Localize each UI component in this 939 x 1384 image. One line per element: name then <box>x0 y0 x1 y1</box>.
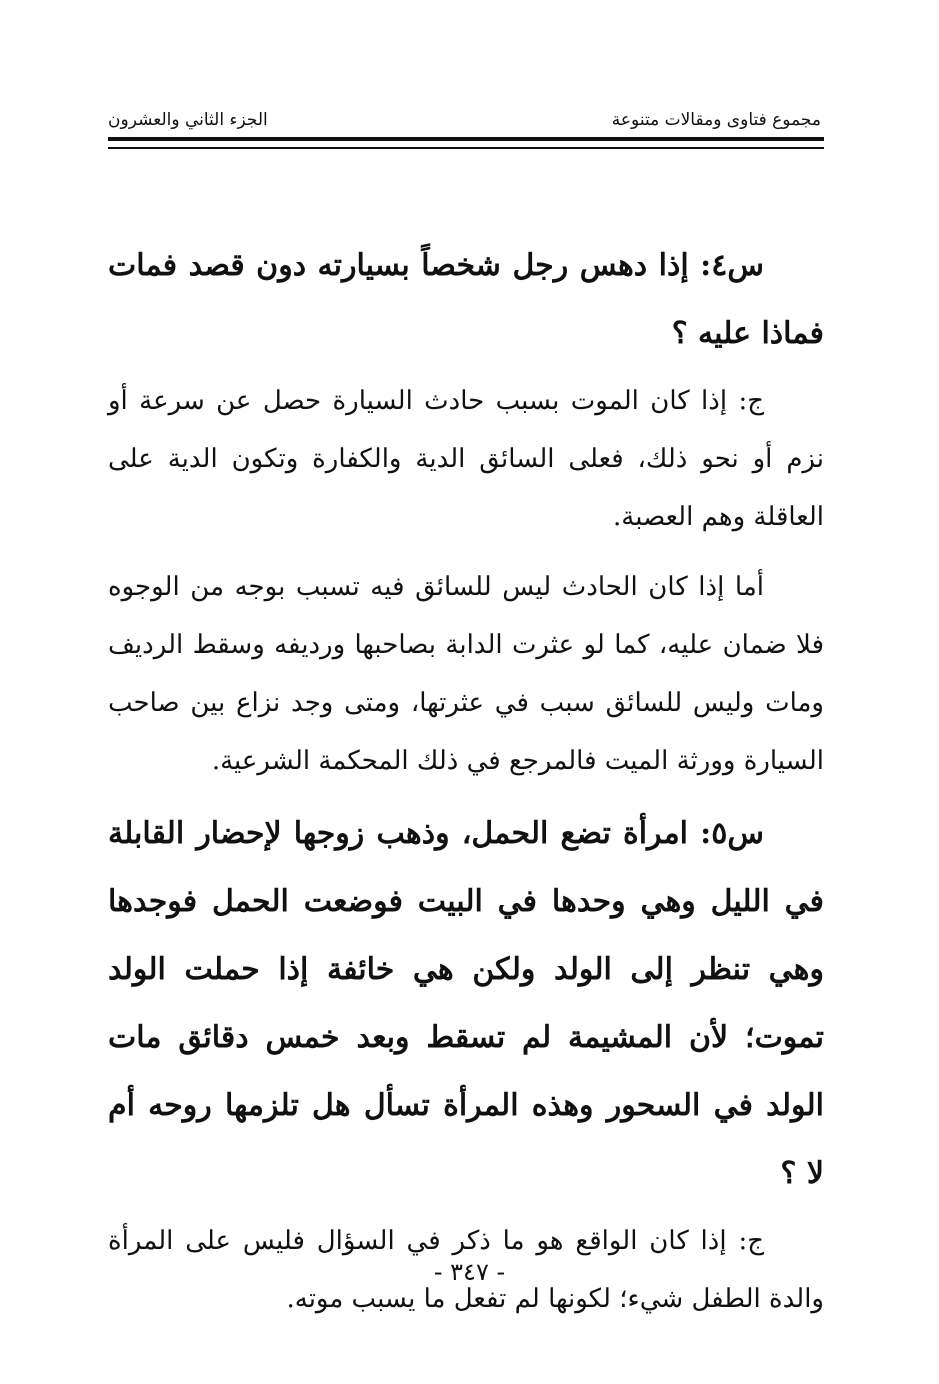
question-5: س٥: امرأة تضع الحمل، وذهب زوجها لإحضار القابلة في الليل وهي وحدها في البيت فوضعت الحمل فوجدها وهي تنظر إلى الولد ولكن هي خائفة إذا حملت الولد تموت؛ لأن المشيمة لم تسقط وبعد خمس دقائق مات الولد في السحور وهذه المرأة تسأل هل تلزمها روحه أم لا ؟ <box>108 816 824 1191</box>
answer-5: ج: إذا كان الواقع هو ما ذكر في السؤال فليس على المرأة والدة الطفل شيء؛ لكونها لم تفعل ما يسبب موته. <box>108 1226 824 1314</box>
page-number: - ٣٤٧ - <box>433 1258 506 1286</box>
volume-label: الجزء الثاني والعشرون <box>108 110 268 130</box>
answer-4-paragraph-1: ج: إذا كان الموت بسبب حادث السيارة حصل عن سرعة أو نزم أو نحو ذلك، فعلى السائق الدية والكفارة وتكون الدية على العاقلة وهم العصبة. <box>108 386 824 532</box>
header-rule-thick <box>108 137 824 141</box>
running-header <box>108 100 821 130</box>
header-rule-thin <box>108 147 824 149</box>
answer-4-paragraph-2: أما إذا كان الحادث ليس للسائق فيه تسبب بوجه من الوجوه فلا ضمان عليه، كما لو عثرت الدابة بصاحبها ورديفه وسقط الرديف ومات وليس للسائق سبب في عثرتها، ومتى وجد نزاع بين صاحب السيارة وورثة الميت فالمرجع في ذلك المحكمة الشرعية. <box>108 572 824 776</box>
page-content <box>108 232 824 1328</box>
question-4: س٤: إذا دهس رجل شخصاً بسيارته دون قصد فمات فماذا عليه ؟ <box>108 248 824 351</box>
book-title: مجموع فتاوى ومقالات متنوعة <box>611 110 821 130</box>
